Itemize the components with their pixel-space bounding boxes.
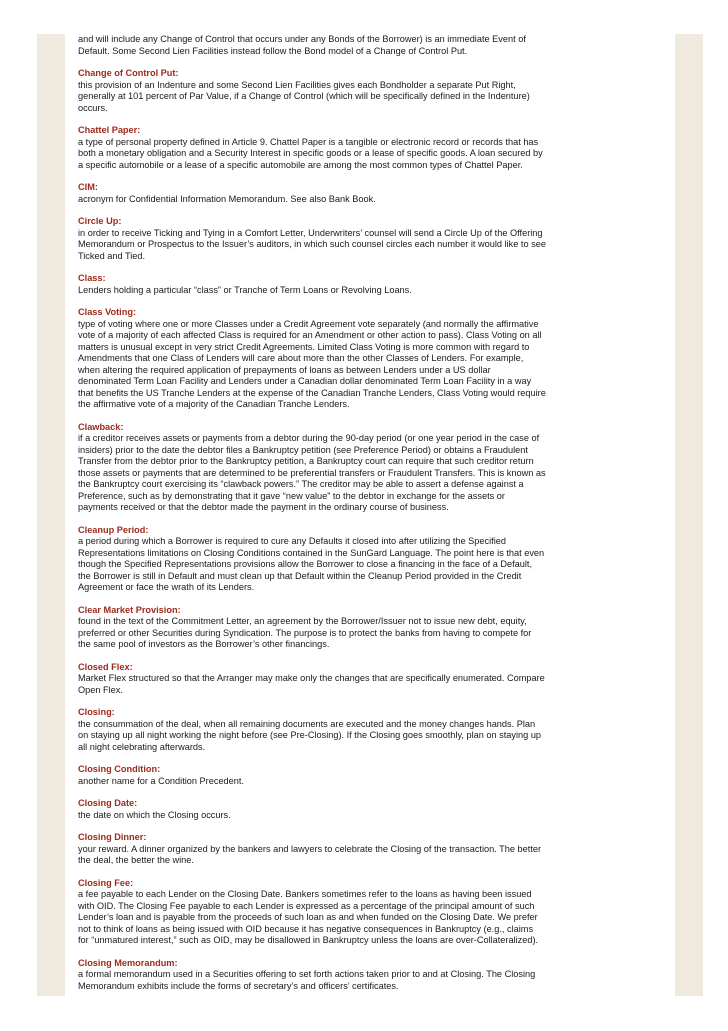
glossary-entry	[78, 125, 546, 171]
glossary-entry	[78, 422, 546, 514]
glossary-entry	[78, 182, 546, 205]
glossary-definition: the consummation of the deal, when all remaining documents are executed and the money changes hands. Plan on staying up all night working the night before (see Pre-Closing). If the Closing goes smoothly, plan on staying up all night celebrating afterwards.	[78, 718, 542, 752]
glossary-term: Closing Date:	[78, 798, 138, 808]
glossary-entry	[78, 68, 546, 114]
glossary-term: Closed Flex:	[78, 661, 133, 672]
glossary-entry	[78, 764, 546, 787]
glossary-term: Cleanup Period:	[78, 524, 149, 535]
glossary-definition: a period during which a Borrower is required to cure any Defaults it closed into after utilizing the Specified Representations limitations on Closing Conditions contained in the SunGard Language. The point here is that even though the Specified Representations provisions allow the Borrower to close a financing in the face of a Default, the Borrower is still in Default and must clean up that Default within the Cleanup Period provided in the Credit Agreement or face the wrath of its Lenders.	[78, 536, 545, 592]
glossary-definition: your reward. A dinner organized by the bankers and lawyers to celebrate the Closing of the transaction. The better the deal, the better the wine.	[78, 843, 542, 865]
glossary-content	[78, 34, 546, 1003]
glossary-entry	[78, 216, 546, 262]
glossary-entry	[78, 605, 546, 651]
glossary-entry	[78, 832, 546, 867]
glossary-term: Circle Up:	[78, 216, 122, 226]
glossary-entry	[78, 707, 546, 753]
glossary-definition: in order to receive Ticking and Tying in a Comfort Letter, Underwriters’ counsel will send a Circle Up of the Offering Memorandum or Prospectus to the Issuer’s auditors, in which such counsel circles each number it would like to see Ticked and Tied.	[78, 227, 546, 261]
glossary-entry	[78, 525, 546, 594]
glossary-term: Clear Market Provision:	[78, 604, 181, 615]
glossary-term: Closing Condition:	[78, 764, 161, 774]
glossary-entry	[78, 798, 546, 821]
left-margin-band	[37, 34, 65, 996]
glossary-definition: this provision of an Indenture and some Second Lien Facilities gives each Bondholder a separate Put Right, generally at 101 percent of Par Value, if a Change of Control (which will be specifically defined in the Indenture) occurs.	[78, 79, 530, 113]
glossary-term: Class Voting:	[78, 307, 137, 317]
glossary-entries	[78, 68, 546, 992]
glossary-term: CIM:	[78, 182, 98, 192]
glossary-term: Change of Control Put:	[78, 68, 179, 78]
glossary-definition: the date on which the Closing occurs.	[78, 809, 231, 820]
glossary-term: Clawback:	[78, 421, 124, 432]
glossary-definition: a fee payable to each Lender on the Closing Date. Bankers sometimes refer to the loans as having been issued with OID. The Closing Fee payable to each Lender is expressed as a percentage of the principal amount of such Lender’s loan and is payable from the proceeds of such loan as and when funded on the Closing Date. We prefer not to think of loans as being issued with OID because it has negative consequences in Bankruptcy (e.g., claims for “unmatured interest,” such as OID, may be disallowed in Bankruptcy unless the loans are over-Collateralized).	[78, 889, 539, 945]
glossary-entry	[78, 662, 546, 697]
glossary-term: Closing Dinner:	[78, 832, 147, 842]
document-page	[65, 34, 675, 996]
glossary-term: Class:	[78, 273, 106, 283]
glossary-definition: type of voting where one or more Classes under a Credit Agreement vote separately (and normally the affirmative vote of a majority of each affected Class is required for an Amendment or other action to pass). Class Voting on all matters is unusual except in very strict Credit Agreements. Limited Class Voting is more common with regard to Amendments that one Class of Lenders will care about more than the other Classes of Lenders. For example, when altering the required application of prepayments of loans as between Lenders under a US dollar denominated Term Loan Facility and Lenders under a Canadian dollar denominated Term Loan Facility in a way that benefits the US Tranche Lenders at the expense of the Canadian Tranche Lenders, Class Voting would require the affirmative vote of a majority of the Canadian Tranche Lenders.	[78, 318, 546, 409]
glossary-entry	[78, 878, 546, 947]
glossary-term: Closing Memorandum:	[78, 957, 178, 968]
glossary-term: Chattel Paper:	[78, 125, 141, 135]
glossary-definition: if a creditor receives assets or payments from a debtor during the 90-day period (or one year period in the case of insiders) prior to the date the debtor files a Bankruptcy petition (see Preference Period) or obtains a Fraudulent Transfer from the debtor prior to the Bankruptcy petition, a Bankruptcy court can require that such creditor return those assets or payments that are determined to be preferential transfers or Fraudulent Transfers. This is known as the Bankruptcy court exercising its “clawback powers.” The creditor may be able to assert a defense against a Preference, such as by demonstrating that it gave “new value” to the debtor in exchange for the assets or payments received or that the debtor made the payment in the ordinary course of business.	[78, 433, 546, 512]
glossary-entry	[78, 958, 546, 993]
glossary-term: Closing Fee:	[78, 877, 134, 888]
glossary-entry	[78, 307, 546, 411]
glossary-term: Closing:	[78, 707, 115, 717]
right-margin-band	[675, 34, 703, 996]
glossary-definition: a type of personal property defined in Article 9. Chattel Paper is a tangible or electronic record or records that has both a monetary obligation and a Security Interest in specific goods or a lease of specific goods. A loan secured by a specific automobile or a lease of a specific automobile are among the most common types of Chattel Paper.	[78, 136, 543, 170]
intro-paragraph: and will include any Change of Control that occurs under any Bonds of the Borrower) is an immediate Event of Default. Some Second Lien Facilities instead follow the Bond model of a Change of Control Put.	[78, 34, 526, 56]
glossary-definition: Lenders holding a particular “class” or Tranche of Term Loans or Revolving Loans.	[78, 284, 412, 295]
glossary-definition: Market Flex structured so that the Arranger may make only the changes that are specifically enumerated. Compare Open Flex.	[78, 673, 545, 695]
glossary-definition: another name for a Condition Precedent.	[78, 775, 244, 786]
glossary-definition: acronym for Confidential Information Memorandum. See also Bank Book.	[78, 193, 376, 204]
glossary-entry	[78, 273, 546, 296]
glossary-definition: a formal memorandum used in a Securities offering to set forth actions taken prior to and at Closing. The Closing Memorandum exhibits include the forms of secretary’s and officers’ certificates.	[78, 969, 536, 991]
glossary-definition: found in the text of the Commitment Letter, an agreement by the Borrower/Issuer not to issue new debt, equity, preferred or other Securities during Syndication. The purpose is to protect the banks from having to compete for the same pool of investors as the Borrower’s other financings.	[78, 616, 532, 649]
